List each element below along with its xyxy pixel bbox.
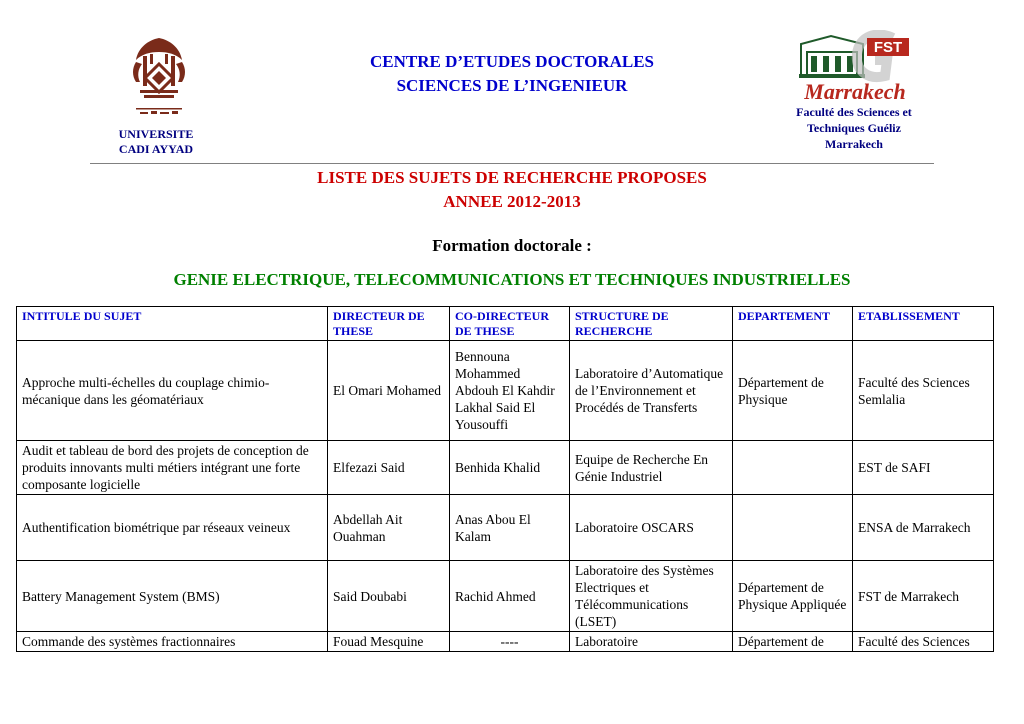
cell-subject: Authentification biométrique par réseaux veineux [17, 495, 328, 561]
cell-structure: Laboratoire d’Automatique de l’Environnement et Procédés de Transferts [570, 341, 733, 441]
table-row [17, 561, 994, 632]
header-director-l2: THESE [333, 324, 374, 338]
program-name: GENIE ELECTRIQUE, TELECOMMUNICATIONS ET TECHNIQUES INDUSTRIELLES [173, 270, 851, 289]
header-codirector [450, 307, 570, 341]
page-title [280, 50, 744, 98]
cell-establishment: Faculté des Sciences Semlalia [853, 341, 994, 441]
fst-logo-text: FST [873, 39, 903, 56]
cell-director: Said Doubabi [328, 561, 450, 632]
cell-structure: Equipe de Recherche En Génie Industriel [570, 441, 733, 495]
header-structure [570, 307, 733, 341]
cell-codirector: Rachid Ahmed [450, 561, 570, 632]
header-codirector-l2: DE THESE [455, 324, 515, 338]
cell-subject: Approche multi-échelles du couplage chimio-mécanique dans les géomatériaux [17, 341, 328, 441]
cell-structure: Laboratoire [570, 632, 733, 652]
cell-department: Département de Physique [733, 341, 853, 441]
table-row [17, 441, 994, 495]
table-row [17, 632, 994, 652]
title-line2: SCIENCES DE L’INGENIEUR [396, 76, 628, 95]
cell-department [733, 495, 853, 561]
header-structure-l1: STRUCTURE DE [575, 309, 669, 323]
university-name-line2: CADI AYYAD [118, 142, 194, 156]
header-codirector-l1: CO-DIRECTEUR [455, 309, 550, 323]
header-establishment: ETABLISSEMENT [853, 307, 994, 341]
faculty-line3: Marrakech [825, 137, 883, 151]
header-director [328, 307, 450, 341]
table-row [17, 495, 994, 561]
list-title-block [240, 166, 784, 214]
cell-codirector: Anas Abou El Kalam [450, 495, 570, 561]
marrakech-logo-text: Marrakech [804, 79, 906, 104]
cell-department: Département de Physique Appliquée [733, 561, 853, 632]
faculty-line1: Faculté des Sciences et [796, 105, 912, 119]
cell-structure: Laboratoire des Systèmes Electriques et Télécommunications (LSET) [570, 561, 733, 632]
cell-establishment: FST de Marrakech [853, 561, 994, 632]
header-subject: INTITULE DU SUJET [17, 307, 328, 341]
cell-subject: Battery Management System (BMS) [17, 561, 328, 632]
header-divider [90, 163, 934, 164]
table-row [17, 341, 994, 441]
cell-director: Abdellah Ait Ouahman [328, 495, 450, 561]
header-structure-l2: RECHERCHE [575, 324, 653, 338]
cell-structure: Laboratoire OSCARS [570, 495, 733, 561]
cadi-ayyad-university-logo [126, 34, 192, 122]
formation-label: Formation doctorale : [432, 236, 592, 255]
cell-director: Elfezazi Said [328, 441, 450, 495]
cell-codirector: Benhida Khalid [450, 441, 570, 495]
cell-subject: Commande des systèmes fractionnaires [17, 632, 328, 652]
cell-director: Fouad Mesquine [328, 632, 450, 652]
university-name-line1: UNIVERSITE [118, 127, 194, 141]
academic-year: ANNEE 2012-2013 [443, 192, 581, 211]
cell-codirector: ---- [450, 632, 570, 652]
cell-department: Département de [733, 632, 853, 652]
cell-subject: Audit et tableau de bord des projets de conception de produits innovants multi métiers intégrant une forte composante logicielle [17, 441, 328, 495]
subjects-table [16, 306, 994, 652]
title-line1: CENTRE D’ETUDES DOCTORALES [369, 52, 655, 71]
fst-marrakech-logo [797, 30, 913, 104]
table-header-row [17, 307, 994, 341]
cell-director: El Omari Mohamed [328, 341, 450, 441]
faculty-line2: Techniques Guéliz [807, 121, 901, 135]
list-title: LISTE DES SUJETS DE RECHERCHE PROPOSES [317, 168, 707, 187]
cell-codirector: Bennouna Mohammed Abdouh El Kahdir Lakhal Said El Yousouffi [450, 341, 570, 441]
cell-establishment: EST de SAFI [853, 441, 994, 495]
header-department: DEPARTEMENT [733, 307, 853, 341]
cell-establishment: Faculté des Sciences [853, 632, 994, 652]
header-director-l1: DIRECTEUR DE [333, 309, 425, 323]
cell-department [733, 441, 853, 495]
cell-establishment: ENSA de Marrakech [853, 495, 994, 561]
